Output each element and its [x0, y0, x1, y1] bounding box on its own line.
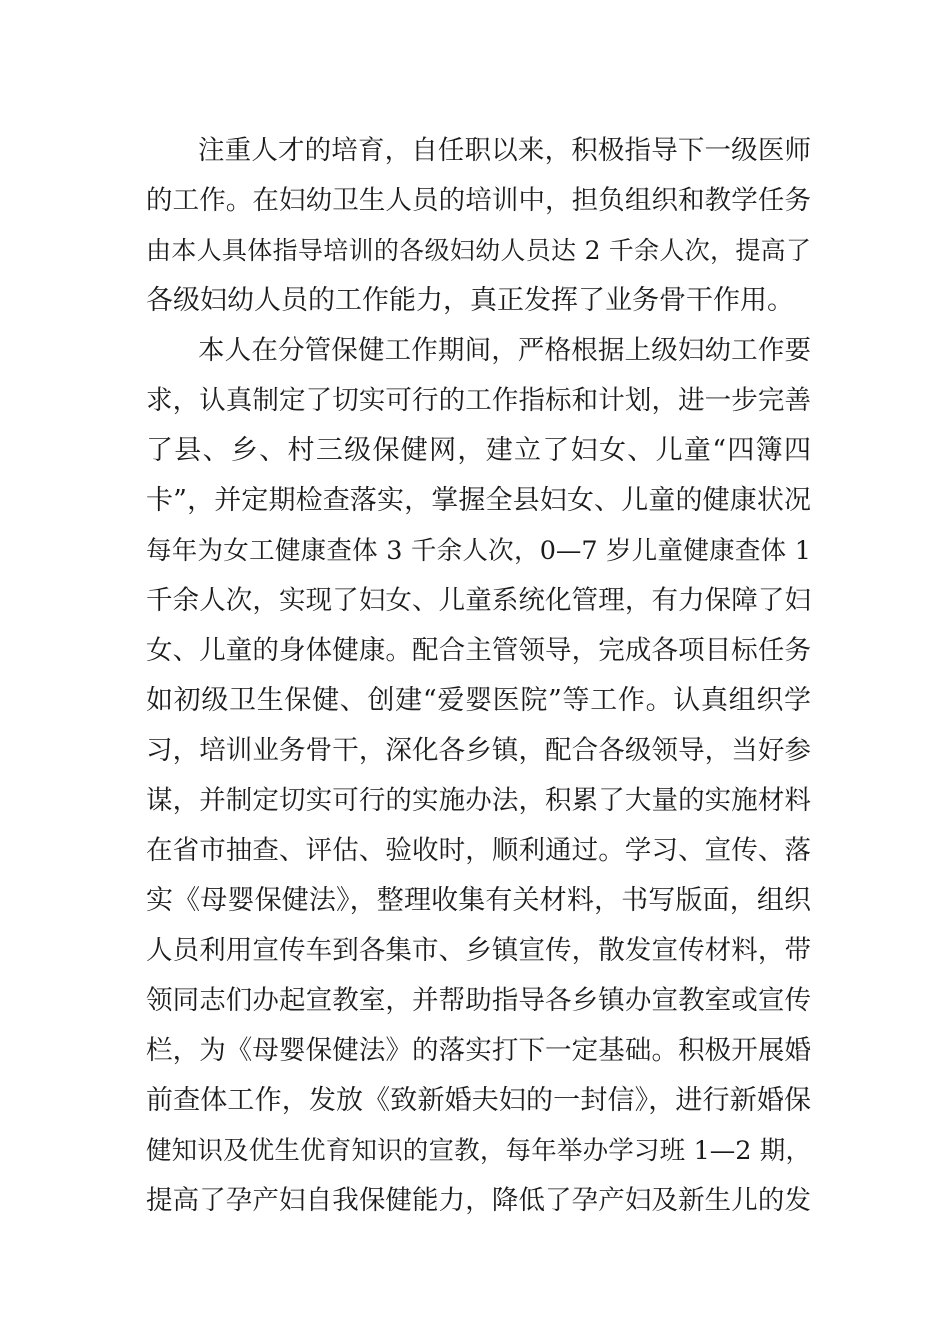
paragraph-2-line-13: 人员利用宣传车到各集市、乡镇宣传，散发宣传材料，带: [146, 935, 811, 966]
paragraph-2-line-11: 在省市抽查、评估、验收时，顺利通过。学习、宣传、落: [146, 835, 811, 866]
paragraph-2-line-7: 女、儿童的身体健康。配合主管领导，完成各项目标任务: [146, 635, 811, 666]
paragraph-2-line-9: 习，培训业务骨干，深化各乡镇，配合各级领导，当好参: [146, 735, 811, 766]
paragraph-2-line-2: 求，认真制定了切实可行的工作指标和计划，进一步完善: [146, 385, 811, 416]
paragraph-1-line-1: 注重人才的培育，自任职以来，积极指导下一级医师: [198, 135, 811, 166]
paragraph-2-line-8: 如初级卫生保健、创建“爱婴医院”等工作。认真组织学: [146, 685, 811, 716]
paragraph-2-line-16: 前查体工作，发放《致新婚夫妇的一封信》，进行新婚保: [146, 1085, 811, 1116]
paragraph-2-line-14: 领同志们办起宣教室，并帮助指导各乡镇办宣教室或宣传: [146, 985, 811, 1016]
paragraph-2-line-12: 实《母婴保健法》，整理收集有关材料，书写版面，组织: [146, 885, 811, 916]
paragraph-1-line-3: 由本人具体指导培训的各级妇幼人员达 2 千余人次，提高了: [146, 236, 811, 265]
paragraph-2-line-1: 本人在分管保健工作期间，严格根据上级妇幼工作要: [198, 335, 811, 366]
paragraph-2-line-6: 千余人次，实现了妇女、儿童系统化管理，有力保障了妇: [146, 585, 811, 616]
paragraph-2-line-5: 每年为女工健康查体 3 千余人次，0—7 岁儿童健康查体 1: [146, 536, 811, 566]
paragraph-1-line-2: 的工作。在妇幼卫生人员的培训中，担负组织和教学任务: [146, 185, 811, 216]
paragraph-2-line-10: 谋，并制定切实可行的实施办法，积累了大量的实施材料: [146, 785, 811, 816]
paragraph-2-line-4: 卡”，并定期检查落实，掌握全县妇女、儿童的健康状况: [146, 485, 811, 516]
paragraph-2-line-17: 健知识及优生优育知识的宣教，每年举办学习班 1—2 期，: [146, 1136, 811, 1166]
paragraph-2-line-15: 栏，为《母婴保健法》的落实打下一定基础。积极开展婚: [146, 1035, 811, 1066]
paragraph-2-line-3: 了县、乡、村三级保健网，建立了妇女、儿童“四簿四: [146, 435, 811, 466]
paragraph-2-line-18: 提高了孕产妇自我保健能力，降低了孕产妇及新生儿的发: [146, 1185, 811, 1216]
paragraph-1-line-4: 各级妇幼人员的工作能力，真正发挥了业务骨干作用。: [146, 285, 794, 316]
